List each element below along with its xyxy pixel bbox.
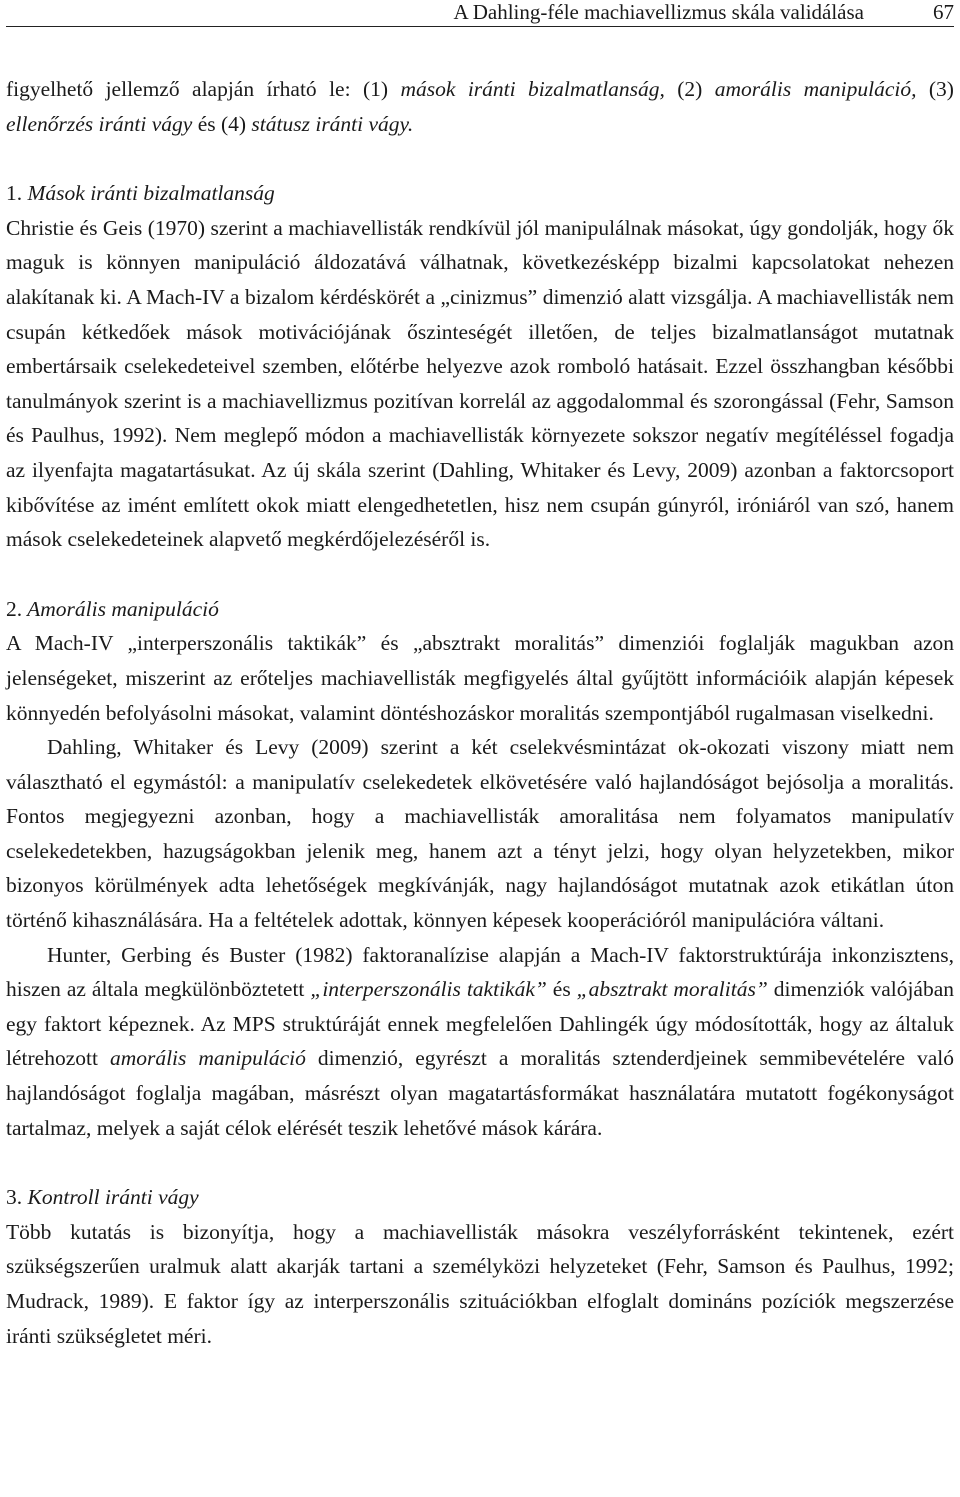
- intro-italic-2: amorális manipuláció,: [714, 77, 917, 101]
- section-1-title: Mások iránti bizalmatlanság: [27, 181, 275, 206]
- intro-text-3: (3): [916, 77, 954, 101]
- running-header: [6, 0, 954, 27]
- intro-paragraph: [6, 72, 954, 141]
- s2p3-text-2: és: [546, 977, 577, 1002]
- section-1-paragraph-1: Christie és Geis (1970) szerint a machiavellisták rendkívül jól manipulálnak másokat, úgy gondolják, hogy ők maguk is könnyen manipuláció áldozatává válhatnak, következésképp bizalmi kapcsolatokat nehezen alakítanak ki. A Mach-IV a bizalom kérdéskörét a „cinizmus” dimenzió alatt vizsgálja. A machiavellisták nem csupán kétkedőek mások motivációjának őszinteségét illetően, de teljes bizalmatlanságot mutatnak embertársaik cselekedeteivel szemben, előtérbe helyezve azok romboló hatásait. Ezzel összhangban későbbi tanulmányok szerint is a machiavellizmus pozitívan korrelál az aggodalommal és szorongással (Fehr, Samson és Paulhus, 1992). Nem meglepő módon a machiavellisták környezete sokszor negatív megítéléssel fogadja az ilyenfajta magatartásukat. Az új skála szerint (Dahling, Whitaker és Levy, 2009) azonban a faktorcsoport kibővítése az imént említett okok miatt elengedhetetlen, hisz nem csupán gúnyról, iróniáról van szó, hanem mások cselekedeteinek alapvető megkérdőjelezéséről is.: [6, 215, 954, 552]
- s2p3-italic-3: amorális manipuláció: [109, 1046, 306, 1071]
- intro-italic-3: ellenőrzés iránti vágy: [6, 111, 193, 136]
- section-2-paragraph-1: A Mach-IV „interperszonális taktikák” és „absztrakt moralitás” dimenziói foglalják magukban azon jelenségeket, miszerint az erőteljes machiavellisták megfigyelés által gyűjtött információik alapján képesek könnyedén befolyásolni másokat, valamint döntéshozáskor moralitás szempontjából rugalmasan viselkedni.: [6, 631, 954, 725]
- section-3-number: 3.: [6, 1185, 23, 1210]
- page-body: [6, 72, 954, 1353]
- intro-italic-1: mások iránti bizalmatlanság,: [400, 77, 665, 101]
- s2p3-text-4: dimenzió, egyrészt a moralitás sztenderdjeinek semmibevételére való hajlandóságot foglalja magában, másrészt olyan magatartásformákat használatára mutatott fogékonyságot tartalmaz, melyek a saját célok elérését teszik lehetővé mások kárára.: [6, 1046, 954, 1140]
- section-1-number: 1.: [6, 181, 23, 206]
- section-2-paragraph-3: [6, 938, 954, 1146]
- page-number: 67: [933, 0, 954, 24]
- s2p3-italic-2: „absztrakt moralitás”: [576, 977, 768, 1002]
- section-2-paragraph-2: Dahling, Whitaker és Levy (2009) szerint a két cselekvésmintázat ok-okozati viszony miatt nem választható el egymástól: a manipulatív cselekedetek elkövetésére való hajlandóságot bejósolja a moralitás. Fontos megjegyezni azonban, hogy a machiavellisták amoralitása nem folyamatos manipulatív cselekedetekben, hazugságokban jelenik meg, hanem azt a tényt jelzi, hogy olyan helyzetekben, mikor bizonyos körülmények adta lehetőségek megkívánják, nagy hajlandóságot mutatnak azok etikátlan úton történő kihasználására. Ha a feltételek adottak, könnyen képesek kooperációról manipulációra váltani.: [6, 735, 954, 933]
- section-3-title: Kontroll iránti vágy: [27, 1185, 199, 1210]
- section-3-heading: [6, 1180, 954, 1215]
- section-2-number: 2.: [6, 596, 23, 621]
- intro-text-1: figyelhető jellemző alapján írható le: (1): [6, 77, 401, 101]
- intro-italic-4: státusz iránti vágy.: [251, 111, 414, 136]
- intro-text-4: és (4): [192, 111, 252, 136]
- section-3-paragraph-1: Több kutatás is bizonyítja, hogy a machiavellisták másokra veszélyforrásként tekintenek, ezért szükségszerűen uralmuk alatt akarják tartani a személyközi helyzeteket (Fehr, Samson és Paulhus, 1992; Mudrack, 1989). E faktor így az interperszonális szituációkban elfoglalt domináns pozíciók megszerzése iránti szükségletet méri.: [6, 1219, 954, 1348]
- section-1-heading: [6, 176, 954, 211]
- running-title: A Dahling-féle machiavellizmus skála validálása: [453, 0, 864, 24]
- s2p3-text-3: dimenziók valójában egy faktort képeznek. Az MPS struktúráját ennek megfelelően Dahlingék úgy módosították, hogy az általuk létrehozott: [6, 977, 955, 1071]
- section-2-title: Amorális manipuláció: [27, 596, 219, 621]
- s2p3-italic-1: „interperszonális taktikák”: [310, 977, 547, 1002]
- intro-text-2: (2): [664, 77, 715, 101]
- section-2-heading: [6, 592, 954, 627]
- s2p3-text-1: Hunter, Gerbing és Buster (1982) faktoranalízise alapján a Mach-IV faktorstruktúrája inkonzisztens, hiszen az általa megkülönböztetett: [6, 942, 954, 1002]
